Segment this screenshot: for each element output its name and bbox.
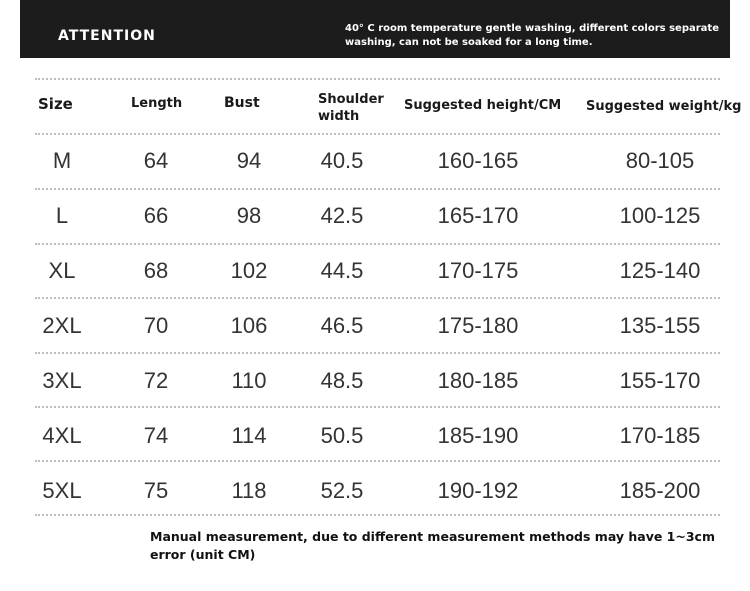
column-header-size: Size xyxy=(38,95,73,113)
measurement-note: Manual measurement, due to different measurement methods may have 1~3cm error (unit CM) xyxy=(150,529,715,562)
length-cell: 64 xyxy=(143,148,169,173)
size-cell: XL xyxy=(48,258,76,283)
column-header-suggested-weight: Suggested weight/kg xyxy=(586,99,742,114)
care-instructions: 40° C room temperature gentle washing, different colors separate washing, can not be soaked for a long time. xyxy=(345,23,719,48)
divider xyxy=(35,352,720,354)
divider xyxy=(35,406,720,408)
attention-title: ATTENTION xyxy=(58,28,156,44)
attention-banner xyxy=(20,0,730,58)
length-cell: 68 xyxy=(143,258,169,283)
size-cell: L xyxy=(55,203,69,228)
size-cell: 2XL xyxy=(42,313,82,338)
suggested-height-cell: 185-190 xyxy=(437,423,519,448)
suggested-height-cell: 180-185 xyxy=(437,368,519,393)
bust-cell: 102 xyxy=(230,258,268,283)
shoulder-width-cell: 50.5 xyxy=(320,423,364,448)
suggested-weight-cell: 135-155 xyxy=(619,313,701,338)
bust-cell: 118 xyxy=(231,478,267,503)
divider xyxy=(35,297,720,299)
length-cell: 72 xyxy=(143,368,169,393)
bust-cell: 106 xyxy=(230,313,268,338)
suggested-height-cell: 190-192 xyxy=(437,478,519,503)
suggested-weight-cell: 170-185 xyxy=(619,423,701,448)
size-cell: M xyxy=(52,148,72,173)
length-cell: 66 xyxy=(143,203,169,228)
shoulder-width-cell: 52.5 xyxy=(320,478,364,503)
bust-cell: 110 xyxy=(231,368,267,393)
divider xyxy=(35,514,720,516)
suggested-height-cell: 165-170 xyxy=(437,203,519,228)
suggested-weight-cell: 185-200 xyxy=(619,478,701,503)
suggested-height-cell: 170-175 xyxy=(437,258,519,283)
length-cell: 75 xyxy=(143,478,169,503)
shoulder-width-cell: 44.5 xyxy=(320,258,364,283)
shoulder-width-cell: 48.5 xyxy=(320,368,364,393)
divider xyxy=(35,188,720,190)
divider xyxy=(35,460,720,462)
bust-cell: 94 xyxy=(236,148,262,173)
size-cell: 3XL xyxy=(42,368,82,393)
shoulder-width-cell: 40.5 xyxy=(320,148,364,173)
column-header-bust: Bust xyxy=(224,95,260,111)
column-header-length: Length xyxy=(131,96,183,111)
bust-cell: 114 xyxy=(231,423,267,448)
suggested-weight-cell: 155-170 xyxy=(619,368,701,393)
suggested-height-cell: 175-180 xyxy=(437,313,519,338)
suggested-weight-cell: 100-125 xyxy=(619,203,701,228)
column-header-suggested-height: Suggested height/CM xyxy=(404,98,562,113)
divider xyxy=(35,133,720,135)
bust-cell: 98 xyxy=(236,203,262,228)
suggested-weight-cell: 80-105 xyxy=(625,148,695,173)
suggested-weight-cell: 125-140 xyxy=(619,258,701,283)
length-cell: 70 xyxy=(143,313,169,338)
length-cell: 74 xyxy=(143,423,169,448)
divider xyxy=(35,243,720,245)
size-cell: 4XL xyxy=(42,423,82,448)
shoulder-width-cell: 42.5 xyxy=(320,203,364,228)
suggested-height-cell: 160-165 xyxy=(437,148,519,173)
column-header-shoulder-width: Shoulder width xyxy=(318,92,384,124)
shoulder-width-cell: 46.5 xyxy=(320,313,364,338)
size-cell: 5XL xyxy=(42,478,82,503)
divider xyxy=(35,78,720,80)
